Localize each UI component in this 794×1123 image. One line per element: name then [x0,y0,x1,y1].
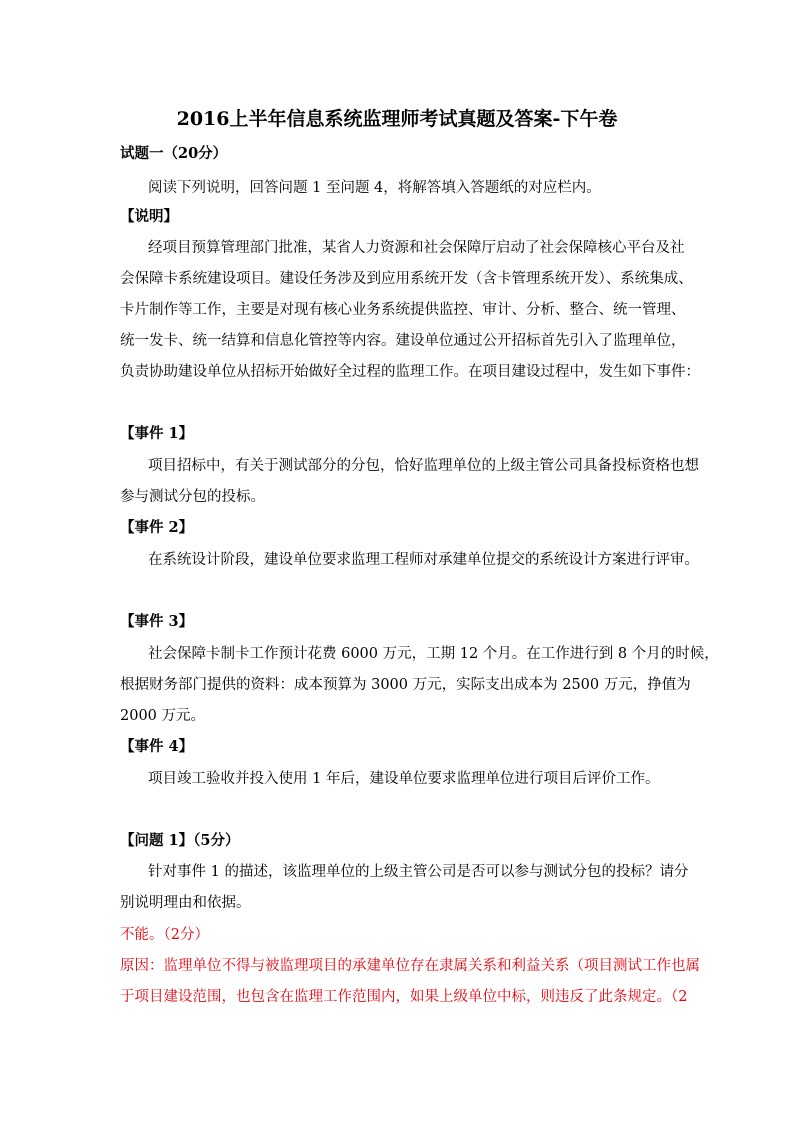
explanation-line: 负责协助建设单位从招标开始做好全过程的监理工作。在项目建设过程中，发生如下事件： [120,364,700,380]
intro-text: 阅读下列说明，回答问题 1 至问题 4，将解答填入答题纸的对应栏内。 [148,180,601,196]
event-1-line: 参与测试分包的投标。 [120,489,265,505]
problem-1-line: 别说明理由和依据。 [120,895,251,911]
event-4-heading: 【事件 4】 [120,738,194,755]
event-1-heading: 【事件 1】 [120,425,194,442]
event-1-line: 项目招标中，有关于测试部分的分包，恰好监理单位的上级主管公司具备投标资格也想 [148,458,699,474]
event-3-heading: 【事件 3】 [120,613,194,630]
explanation-heading: 【说明】 [120,208,178,225]
problem-1-line: 针对事件 1 的描述，该监理单位的上级主管公司是否可以参与测试分包的投标？请分 [148,864,689,880]
explanation-line: 统一发卡、统一结算和信息化管控等内容。建设单位通过公开招标首先引入了监理单位， [120,333,686,349]
event-3-line: 根据财务部门提供的资料：成本预算为 3000 万元，实际支出成本为 2500 万元，挣值为 [120,677,691,693]
event-2-line: 在系统设计阶段，建设单位要求监理工程师对承建单位提交的系统设计方案进行评审。 [148,552,699,568]
event-2-heading: 【事件 2】 [120,519,194,536]
answer-reason-line: 原因：监理单位不得与被监理项目的承建单位存在隶属关系和利益关系（项目测试工作也属 [120,958,700,974]
event-4-line: 项目竣工验收并投入使用 1 年后，建设单位要求监理单位进行项目后评价工作。 [148,771,660,787]
event-3-line: 2000 万元。 [120,708,206,724]
explanation-line: 会保障卡系统建设项目。建设任务涉及到应用系统开发（含卡管理系统开发）、系统集成、 [120,271,693,287]
answer-verdict: 不能。（2分） [120,927,209,943]
answer-reason-line: 于项目建设范围，也包含在监理工作范围内，如果上级单位中标，则违反了此条规定。（2 [120,989,688,1005]
document-title: 2016上半年信息系统监理师考试真题及答案-下午卷 [176,108,618,130]
problem-1-heading: 【问题 1】（5分） [120,832,240,849]
question-heading: 试题一（20分） [120,145,228,162]
explanation-line: 经项目预算管理部门批准，某省人力资源和社会保障厅启动了社会保障核心平台及社 [148,240,685,256]
event-3-line: 社会保障卡制卡工作预计花费 6000 万元，工期 12 个月。在工作进行到 8 个月的时候， [148,646,719,662]
explanation-line: 卡片制作等工作，主要是对现有核心业务系统提供监控、审计、分析、整合、统一管理、 [120,302,686,318]
